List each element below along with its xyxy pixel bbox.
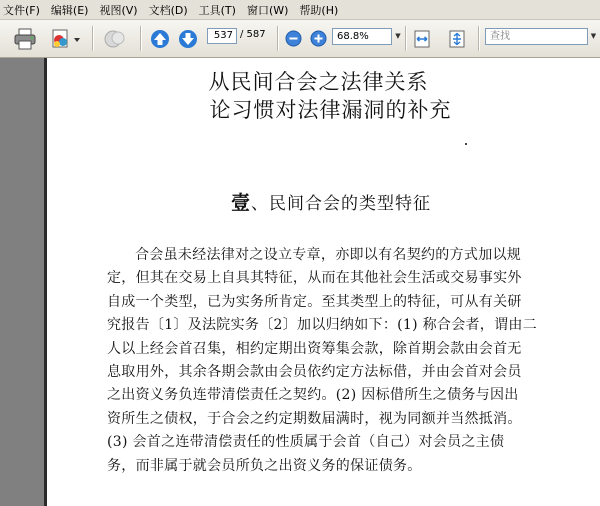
menu-help[interactable]: 帮助(H) <box>299 3 339 17</box>
sign-icon <box>103 28 127 50</box>
print-button[interactable] <box>10 26 40 51</box>
zoom-out-icon <box>285 30 302 47</box>
print-icon <box>13 28 37 50</box>
text-line: (3) 会首之连带清偿责任的性质属于会首（自己）对会员之主债 <box>107 434 505 451</box>
chevron-down-icon[interactable]: ▼ <box>395 32 401 40</box>
fit-width-icon <box>412 29 432 49</box>
zoom-in-icon <box>310 30 327 47</box>
text-line: 定，但其在交易上自具其特征，从而在其他社会生活或交易事实外 <box>107 270 522 287</box>
fit-width-button[interactable] <box>410 26 434 51</box>
export-icon <box>49 28 81 50</box>
document-page <box>47 58 600 506</box>
text-line: 资所生之债权，于合会之约定期数届满时，视为同额并当然抵消。 <box>107 410 522 427</box>
menu-document[interactable]: 文档(D) <box>148 3 188 17</box>
section-number: 壹 <box>231 192 252 214</box>
chevron-down-icon[interactable]: ▼ <box>590 32 597 40</box>
up-arrow-icon <box>150 29 170 49</box>
zoom-in-button[interactable] <box>308 26 328 51</box>
text-line: 合会虽未经法律对之设立专章，亦即以有名契约的方式加以规 <box>135 247 522 263</box>
page-title-line1: 从民间合会之法律关系 <box>208 70 429 94</box>
text-line: 人以上经会首召集，相约定期出资筹集会款，除首期会款由会首无 <box>107 340 522 357</box>
menu-file[interactable]: 文件(F) <box>3 3 40 17</box>
menu-edit[interactable]: 编辑(E) <box>50 3 89 17</box>
menu-window[interactable]: 窗口(W) <box>246 3 289 17</box>
page-number-input[interactable]: 537 <box>207 28 237 44</box>
sign-button[interactable] <box>100 26 130 51</box>
section-heading <box>231 188 431 215</box>
search-input[interactable]: 查找 <box>485 28 588 45</box>
stray-dot <box>465 143 467 145</box>
menu-tools[interactable]: 工具(T) <box>198 3 236 17</box>
body-paragraph <box>107 244 597 478</box>
text-line: 之出资义务负连带清偿责任之契约。(2) 因标借所生之债务与因出 <box>107 387 519 404</box>
page-title-line2: 论习惯对法律漏洞的补充 <box>209 98 452 122</box>
text-line: 究报告〔1〕及法院实务〔2〕加以归纳如下：(1) 称合会者，谓由二 <box>107 317 537 334</box>
zoom-select[interactable]: 68.8% <box>332 28 392 45</box>
menu-bar <box>0 0 600 20</box>
fit-page-icon <box>447 29 467 49</box>
previous-page-button[interactable] <box>148 26 172 51</box>
down-arrow-icon <box>178 29 198 49</box>
text-line: 息取用外，其余各期会款由会员依约定方法标借，并由会首对会员 <box>107 364 522 381</box>
page-total: / 587 <box>240 29 266 40</box>
section-title: 、民间合会的类型特征 <box>251 194 432 214</box>
text-line: 自成一个类型，已为实务所肯定。至其类型上的特征，可从有关研 <box>107 293 522 310</box>
next-page-button[interactable] <box>176 26 200 51</box>
menu-view[interactable]: 视图(V) <box>99 3 138 17</box>
fit-page-button[interactable] <box>445 26 469 51</box>
text-line: 务，而非属于就会员所负之出资义务的保证债务。 <box>107 457 422 474</box>
zoom-out-button[interactable] <box>283 26 303 51</box>
export-button[interactable] <box>48 26 82 51</box>
